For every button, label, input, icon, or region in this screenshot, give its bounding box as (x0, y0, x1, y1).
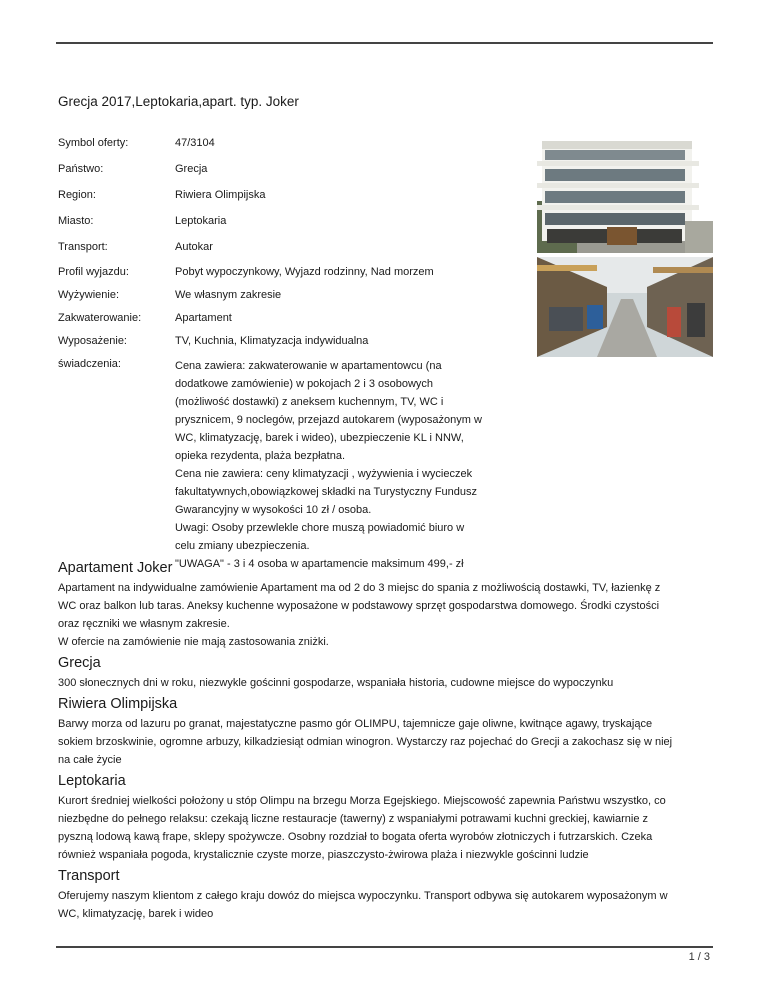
section-apartment (58, 559, 718, 651)
section-line: również wspaniała pogoda, krystalicznie czyste morze, piaszczysto-żwirowa plaża i niezwykle gościnni ludzie (58, 849, 589, 861)
spec-row-profile (58, 265, 538, 288)
spec-value: Autokar (175, 241, 213, 253)
page-number: 1 / 3 (688, 951, 710, 963)
section-city (58, 772, 718, 864)
leptokaria-street-photo (537, 257, 713, 357)
section-heading: Riwiera Olimpijska (58, 696, 178, 712)
spec-value: 47/3104 (175, 137, 215, 149)
spec-value: TV, Kuchnia, Klimatyzacja indywidualna (175, 335, 369, 347)
section-line: sokiem brzoskwinie, ogromne arbuzy, kilkadziesiąt odmian winogron. Wystarczy raz pojechać do Grecji a zakochasz się w niej (58, 736, 673, 748)
section-body (58, 887, 718, 923)
bottom-rule (56, 946, 713, 948)
section-line: oraz ręczniki we własnym zakresie. (58, 618, 230, 630)
section-region (58, 695, 718, 769)
section-line: pyszną lodową kawą frape, sklepy spożywcze. Osobny rozdział to bogata oferta wyrobów złotniczych i futrzarskich. Czeka (58, 831, 653, 843)
section-line: Kurort średniej wielkości położony u stóp Olimpu na brzegu Morza Egejskiego. Miejscowość zapewnia Państwu wszystko, co (58, 795, 666, 807)
spec-value: Pobyt wypoczynkowy, Wyjazd rodzinny, Nad morzem (175, 266, 434, 278)
section-line: na całe życie (58, 754, 122, 766)
services-line: prysznicem, 9 noclegów, przejazd autokarem (wyposażonym w (175, 414, 482, 426)
services-description (175, 357, 520, 573)
section-line: WC oraz balkon lub taras. Aneksy kuchenne wyposażone w podstawowy sprzęt gospodarstwa domowego. Środki czystości (58, 600, 660, 612)
section-country (58, 654, 718, 692)
section-body (58, 715, 718, 769)
services-line: Gwarancyjny w wysokości 10 zł / osoba. (175, 504, 372, 516)
spec-value: We własnym zakresie (175, 289, 282, 301)
spec-label: świadczenia: (58, 358, 121, 370)
spec-label: Profil wyjazdu: (58, 266, 129, 278)
services-line: Cena zawiera: zakwaterowanie w apartamentowcu (na (175, 360, 442, 372)
spec-value: Riwiera Olimpijska (175, 189, 266, 201)
section-body (58, 792, 718, 864)
spec-value: Apartament (175, 312, 232, 324)
spec-row-services (58, 357, 538, 573)
offer-specs-table (58, 136, 538, 573)
services-line: dodatkowe zamówienie) w pokojach 2 i 3 osobowych (175, 378, 434, 390)
services-line: WC, klimatyzację, barek i wideo), ubezpieczenie KL i NNW, (175, 432, 464, 444)
section-line: Apartament na indywidualne zamówienie Apartament ma od 2 do 3 miejsc do spania z możliwością dostawki, TV, łazienkę z (58, 582, 661, 594)
spec-value: Leptokaria (175, 215, 227, 227)
spec-row-symbol (58, 136, 538, 162)
section-heading: Apartament Joker (58, 560, 173, 576)
spec-label: Symbol oferty: (58, 137, 129, 149)
services-line: "UWAGA" - 3 i 4 osoba w apartamencie maksimum 499,- zł (175, 558, 464, 570)
section-heading: Transport (58, 868, 120, 884)
section-body (58, 579, 718, 651)
offer-sections (58, 559, 718, 926)
services-line: Uwagi: Osoby przewlekle chore muszą powiadomić biuro w (175, 522, 465, 534)
spec-label: Region: (58, 189, 96, 201)
section-line: Oferujemy naszym klientom z całego kraju dowóz do miejsca wypoczynku. Transport odbywa się autokarem wyposażonym w (58, 890, 668, 902)
services-line: celu zmiany ubezpieczenia. (175, 540, 310, 552)
section-transport (58, 867, 718, 923)
offer-title: Grecja 2017,Leptokaria,apart. typ. Joker (58, 94, 299, 109)
apartment-building-photo (537, 131, 713, 253)
services-line: fakultatywnych,obowiązkowej składki na Turystyczny Fundusz (175, 486, 478, 498)
spec-row-city (58, 214, 538, 240)
spec-label: Zakwaterowanie: (58, 312, 142, 324)
spec-row-transport (58, 240, 538, 265)
section-body (58, 674, 718, 692)
services-line: opieka rezydenta, plaża bezpłatna. (175, 450, 346, 462)
section-line: W ofercie na zamówienie nie mają zastosowania zniżki. (58, 636, 329, 648)
section-heading: Grecja (58, 655, 101, 671)
spec-label: Wyżywienie: (58, 289, 120, 301)
services-line: Cena nie zawiera: ceny klimatyzacji , wyżywienia i wycieczek (175, 468, 473, 480)
spec-row-accommodation (58, 311, 538, 334)
spec-row-country (58, 162, 538, 188)
spec-label: Wyposażenie: (58, 335, 127, 347)
services-line: (możliwość dostawki) z aneksem kuchennym, TV, WC i (175, 396, 444, 408)
section-line: WC, klimatyzację, barek i wideo (58, 908, 214, 920)
spec-label: Państwo: (58, 163, 104, 175)
section-line: Barwy morza od lazuru po granat, majestatyczne pasmo gór OLIMPU, tajemnicze gaje oliwne, kwitnące agawy, tryskające (58, 718, 653, 730)
section-line: niezbędne do pełnego relaksu: czekają liczne restauracje (tawerny) z wspaniałymi potrawami kuchni greckiej, kawiarnie z (58, 813, 649, 825)
section-line: 300 słonecznych dni w roku, niezwykle gościnni gospodarze, wspaniała historia, cudowne miejsce do wypoczynku (58, 677, 614, 689)
spec-row-meals (58, 288, 538, 311)
spec-label: Miasto: (58, 215, 94, 227)
spec-label: Transport: (58, 241, 108, 253)
spec-row-equipment (58, 334, 538, 357)
top-rule (56, 42, 713, 44)
section-heading: Leptokaria (58, 773, 126, 789)
spec-row-region (58, 188, 538, 214)
spec-value: Grecja (175, 163, 208, 175)
